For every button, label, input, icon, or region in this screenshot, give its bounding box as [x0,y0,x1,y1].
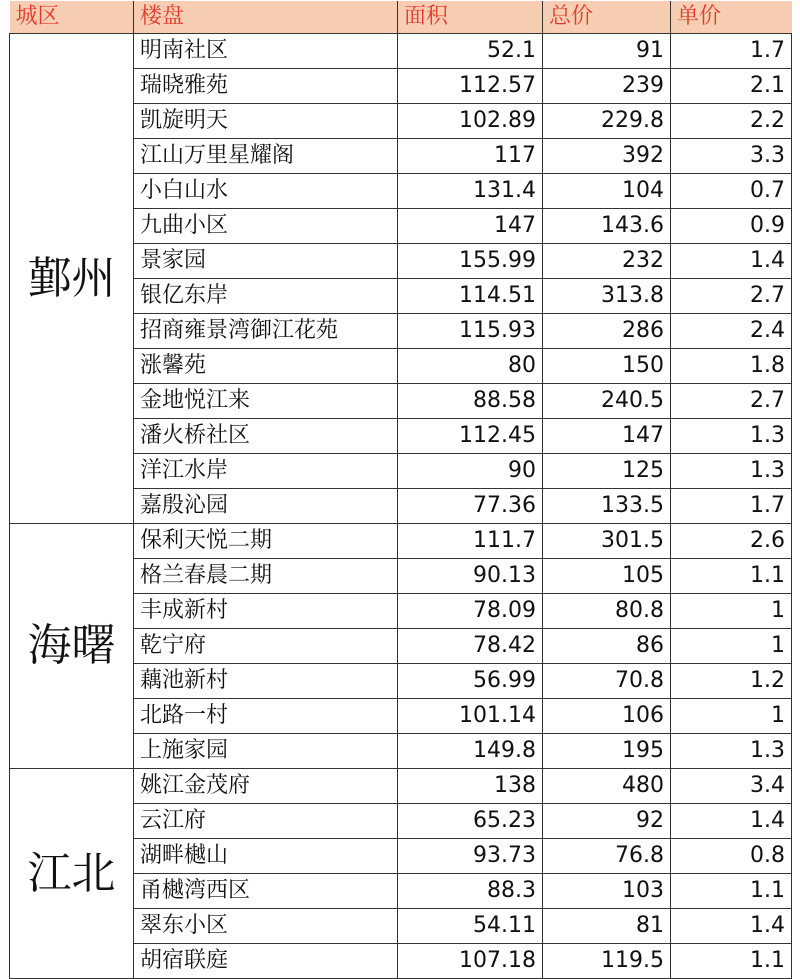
estate-name-cell[interactable]: 姚江金茂府 [134,769,398,804]
area-cell[interactable]: 56.99 [398,664,543,699]
unit-price-cell[interactable]: 0.9 [671,209,792,244]
area-cell[interactable]: 111.7 [398,524,543,559]
total-price-cell[interactable]: 150 [543,349,671,384]
estate-name-cell[interactable]: 银亿东岸 [134,279,398,314]
unit-price-cell[interactable]: 2.6 [671,524,792,559]
total-price-cell[interactable]: 229.8 [543,104,671,139]
unit-price-cell[interactable]: 1.7 [671,34,792,69]
estate-name-cell[interactable]: 乾宁府 [134,629,398,664]
estate-name-cell[interactable]: 上施家园 [134,734,398,769]
total-price-cell[interactable]: 81 [543,909,671,944]
area-cell[interactable]: 90 [398,454,543,489]
estate-name-cell[interactable]: 湖畔樾山 [134,839,398,874]
unit-price-cell[interactable]: 2.4 [671,314,792,349]
total-price-cell[interactable]: 143.6 [543,209,671,244]
unit-price-cell[interactable]: 1.1 [671,944,792,979]
estate-name-cell[interactable]: 瑞晓雅苑 [134,69,398,104]
unit-price-cell[interactable]: 1.2 [671,664,792,699]
area-cell[interactable]: 54.11 [398,909,543,944]
unit-price-cell[interactable]: 2.1 [671,69,792,104]
housing-price-table [9,1,792,979]
header-row [10,1,792,34]
total-price-cell[interactable]: 286 [543,314,671,349]
area-cell[interactable]: 102.89 [398,104,543,139]
estate-name-cell[interactable]: 胡宿联庭 [134,944,398,979]
total-price-cell[interactable]: 125 [543,454,671,489]
estate-name-cell[interactable]: 甬樾湾西区 [134,874,398,909]
area-cell[interactable]: 88.3 [398,874,543,909]
estate-name-cell[interactable]: 江山万里星耀阁 [134,139,398,174]
estate-name-cell[interactable]: 金地悦江来 [134,384,398,419]
header-total-price[interactable]: 总价 [543,1,671,34]
district-cell[interactable]: 江北 [10,769,134,979]
unit-price-cell[interactable]: 1 [671,699,792,734]
estate-name-cell[interactable]: 翠东小区 [134,909,398,944]
estate-name-cell[interactable]: 藕池新村 [134,664,398,699]
area-cell[interactable]: 78.09 [398,594,543,629]
estate-name-cell[interactable]: 九曲小区 [134,209,398,244]
estate-name-cell[interactable]: 云江府 [134,804,398,839]
header-unit-price[interactable]: 单价 [671,1,792,34]
total-price-cell[interactable]: 80.8 [543,594,671,629]
area-cell[interactable]: 149.8 [398,734,543,769]
unit-price-cell[interactable]: 1.7 [671,489,792,524]
total-price-cell[interactable]: 392 [543,139,671,174]
total-price-cell[interactable]: 91 [543,34,671,69]
area-cell[interactable]: 77.36 [398,489,543,524]
unit-price-cell[interactable]: 1.4 [671,909,792,944]
unit-price-cell[interactable]: 1.1 [671,874,792,909]
total-price-cell[interactable]: 301.5 [543,524,671,559]
table-body [10,34,792,979]
table-row [10,524,792,559]
area-cell[interactable]: 138 [398,769,543,804]
area-cell[interactable]: 115.93 [398,314,543,349]
estate-name-cell[interactable]: 潘火桥社区 [134,419,398,454]
area-cell[interactable]: 78.42 [398,629,543,664]
total-price-cell[interactable]: 104 [543,174,671,209]
area-cell[interactable]: 107.18 [398,944,543,979]
header-estate[interactable]: 楼盘 [134,1,398,34]
area-cell[interactable]: 80 [398,349,543,384]
unit-price-cell[interactable]: 1.8 [671,349,792,384]
header-district[interactable]: 城区 [10,1,134,34]
area-cell[interactable]: 52.1 [398,34,543,69]
estate-name-cell[interactable]: 丰成新村 [134,594,398,629]
table-row [10,769,792,804]
unit-price-cell[interactable]: 1.4 [671,244,792,279]
area-cell[interactable]: 90.13 [398,559,543,594]
area-cell[interactable]: 155.99 [398,244,543,279]
unit-price-cell[interactable]: 3.3 [671,139,792,174]
unit-price-cell[interactable]: 0.7 [671,174,792,209]
estate-name-cell[interactable]: 保利天悦二期 [134,524,398,559]
unit-price-cell[interactable]: 2.2 [671,104,792,139]
total-price-cell[interactable]: 92 [543,804,671,839]
district-cell[interactable]: 鄞州 [10,34,134,524]
total-price-cell[interactable]: 105 [543,559,671,594]
header-area[interactable]: 面积 [398,1,543,34]
area-cell[interactable]: 114.51 [398,279,543,314]
total-price-cell[interactable]: 239 [543,69,671,104]
total-price-cell[interactable]: 195 [543,734,671,769]
unit-price-cell[interactable]: 1.3 [671,419,792,454]
total-price-cell[interactable]: 106 [543,699,671,734]
area-cell[interactable]: 65.23 [398,804,543,839]
area-cell[interactable]: 131.4 [398,174,543,209]
total-price-cell[interactable]: 480 [543,769,671,804]
estate-name-cell[interactable]: 嘉殷沁园 [134,489,398,524]
total-price-cell[interactable]: 147 [543,419,671,454]
unit-price-cell[interactable]: 1.3 [671,454,792,489]
area-cell[interactable]: 112.45 [398,419,543,454]
unit-price-cell[interactable]: 1.1 [671,559,792,594]
total-price-cell[interactable]: 103 [543,874,671,909]
estate-name-cell[interactable]: 格兰春晨二期 [134,559,398,594]
area-cell[interactable]: 101.14 [398,699,543,734]
estate-name-cell[interactable]: 北路一村 [134,699,398,734]
unit-price-cell[interactable]: 1 [671,594,792,629]
total-price-cell[interactable]: 133.5 [543,489,671,524]
unit-price-cell[interactable]: 2.7 [671,384,792,419]
total-price-cell[interactable]: 76.8 [543,839,671,874]
total-price-cell[interactable]: 119.5 [543,944,671,979]
estate-name-cell[interactable]: 招商雍景湾御江花苑 [134,314,398,349]
area-cell[interactable]: 117 [398,139,543,174]
estate-name-cell[interactable]: 洋江水岸 [134,454,398,489]
unit-price-cell[interactable]: 2.7 [671,279,792,314]
total-price-cell[interactable]: 313.8 [543,279,671,314]
area-cell[interactable]: 93.73 [398,839,543,874]
table-row [10,34,792,69]
area-cell[interactable]: 112.57 [398,69,543,104]
unit-price-cell[interactable]: 1 [671,629,792,664]
total-price-cell[interactable]: 232 [543,244,671,279]
unit-price-cell[interactable]: 1.4 [671,804,792,839]
estate-name-cell[interactable]: 明南社区 [134,34,398,69]
unit-price-cell[interactable]: 0.8 [671,839,792,874]
unit-price-cell[interactable]: 3.4 [671,769,792,804]
unit-price-cell[interactable]: 1.3 [671,734,792,769]
area-cell[interactable]: 88.58 [398,384,543,419]
total-price-cell[interactable]: 86 [543,629,671,664]
estate-name-cell[interactable]: 涨馨苑 [134,349,398,384]
total-price-cell[interactable]: 70.8 [543,664,671,699]
estate-name-cell[interactable]: 小白山水 [134,174,398,209]
estate-name-cell[interactable]: 凯旋明天 [134,104,398,139]
area-cell[interactable]: 147 [398,209,543,244]
total-price-cell[interactable]: 240.5 [543,384,671,419]
district-cell[interactable]: 海曙 [10,524,134,769]
estate-name-cell[interactable]: 景家园 [134,244,398,279]
